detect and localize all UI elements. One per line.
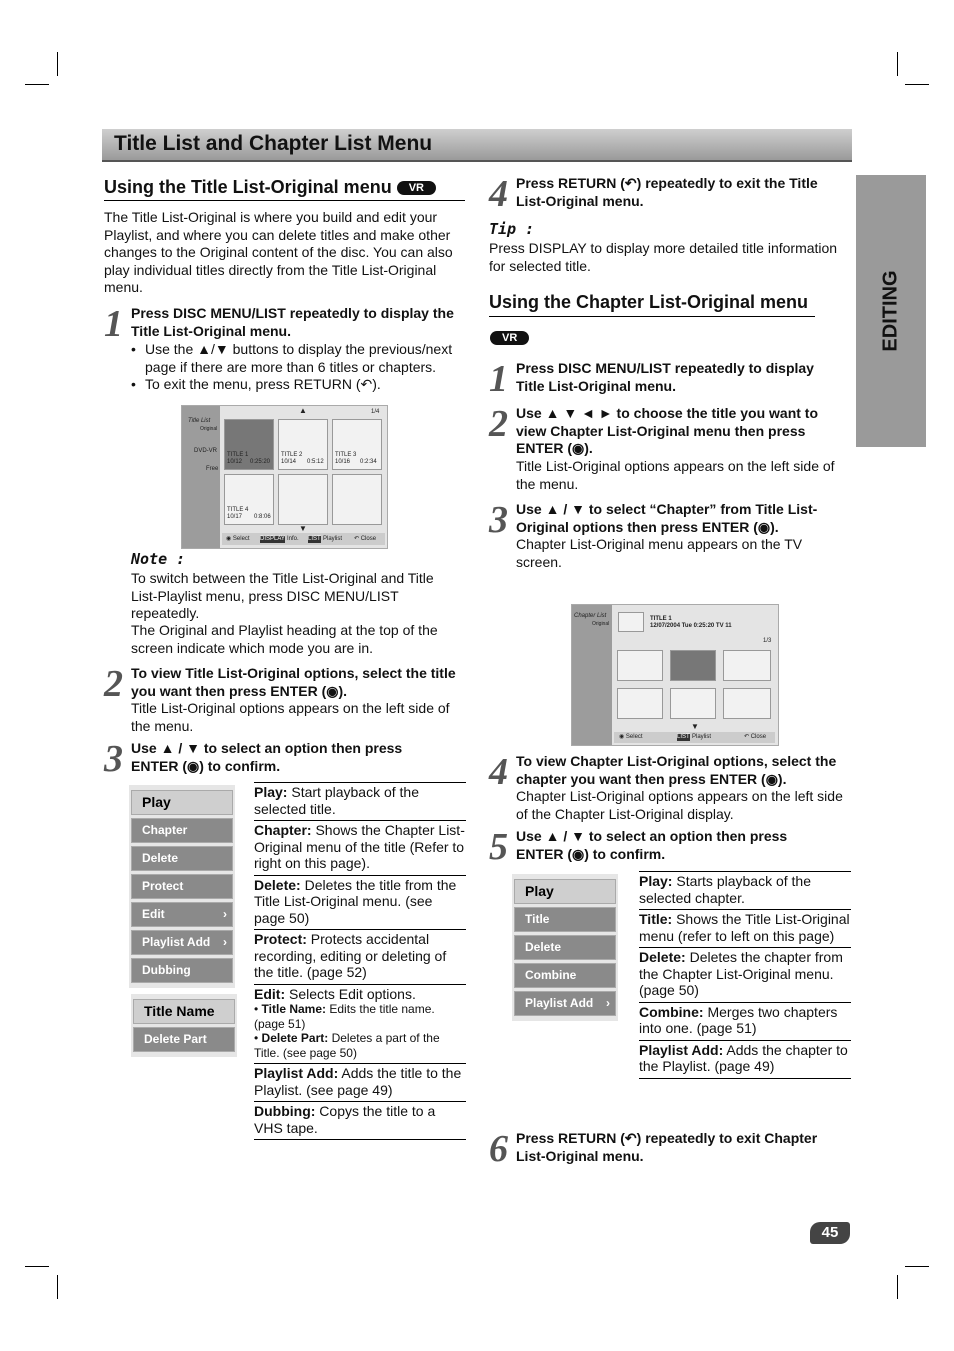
desc-title: Title: Shows the Title List-Original menu (refer to left on this page) — [639, 910, 851, 948]
thumb-length: 0:5:12 — [307, 459, 324, 465]
chapter-step2-text: Use ▲ ▼ ◄ ► to choose the title you want to view Chapter List-Original menu then press ENTER (◉). — [516, 405, 819, 456]
footer-info: Info. — [287, 536, 299, 542]
thumb-title: TITLE 1 — [227, 452, 249, 458]
menu-item-title[interactable]: Title — [514, 907, 616, 932]
up-arrow-icon: ▲ — [299, 406, 307, 415]
chapter-thumbnail — [670, 650, 716, 681]
footer-display-key: DISPLAY — [260, 536, 285, 542]
page-number: 45 — [810, 1222, 850, 1244]
chapter-thumbnail — [617, 650, 663, 681]
step-number: 1 — [489, 358, 508, 400]
menu-item-combine[interactable]: Combine — [514, 963, 616, 988]
chapter-thumbnail — [723, 650, 771, 681]
tip-label: Tip : — [489, 220, 535, 238]
side-tab — [856, 175, 926, 447]
section-title-chapter-list: Using the Chapter List-Original menu — [489, 292, 809, 312]
step4-text: Press RETURN (↶) repeatedly to exit the Title List-Original menu. — [516, 175, 818, 209]
bullet: • — [131, 376, 136, 392]
step1-bullet2: To exit the menu, press RETURN (↶). — [145, 376, 381, 392]
step-number: 3 — [489, 499, 508, 541]
down-arrow-icon: ▼ — [691, 722, 699, 731]
divider — [104, 200, 465, 201]
thumbnail-empty — [278, 474, 328, 525]
desc-title-name: • Title Name: Edits the title name. (page 51) — [254, 1002, 435, 1031]
desc-delete-part: • Delete Part: Deletes a part of the Title. (see page 50) — [254, 1031, 440, 1060]
thumb-length: 0:8:06 — [254, 514, 271, 520]
desc-play: Play: Starts playback of the selected chapter. — [639, 871, 851, 910]
step-number: 2 — [489, 403, 508, 445]
step-number: 1 — [104, 303, 123, 345]
free-label: Free — [206, 466, 219, 472]
footer-close: ↶ Close — [354, 536, 377, 542]
chapter-thumbnail-empty — [723, 688, 771, 719]
footer-select: ◉ Select — [226, 536, 250, 542]
step-number: 6 — [489, 1128, 508, 1170]
menu-item-delete-part[interactable]: Delete Part — [133, 1027, 235, 1052]
menu-item-delete[interactable]: Delete — [131, 846, 233, 871]
step2-text: To view Title List-Original options, select the title you want then press ENTER (◉). — [131, 665, 456, 699]
thumb-date: 10/16 — [335, 459, 351, 465]
step1-text: Press DISC MENU/LIST repeatedly to display the Title List-Original menu. — [131, 305, 454, 339]
thumb-date: 10/17 — [227, 514, 243, 520]
menu-item-play[interactable]: Play — [514, 879, 616, 904]
menu-item-dubbing[interactable]: Dubbing — [131, 958, 233, 983]
chapter-title: TITLE 1 — [650, 616, 672, 622]
thumb-length: 0:25:20 — [250, 459, 271, 465]
title-thumbnail — [618, 612, 644, 632]
desc-delete: Delete: Deletes the title from the Title List-Original menu. (see page 50) — [254, 876, 466, 931]
divider — [489, 316, 815, 317]
desc-combine: Combine: Merges two chapters into one. (page 51) — [639, 1003, 851, 1041]
thumb-length: 0:2:34 — [360, 459, 377, 465]
menu-item-delete[interactable]: Delete — [514, 935, 616, 960]
menu-item-play[interactable]: Play — [131, 790, 233, 815]
thumb-title: TITLE 3 — [335, 452, 357, 458]
page-title: Title List and Chapter List Menu — [114, 132, 433, 155]
chevron-right-icon: › — [606, 996, 610, 1010]
chapter-step3-detail: Chapter List-Original menu appears on the TV screen. — [516, 536, 803, 570]
chapter-step6-text: Press RETURN (↶) repeatedly to exit Chapter List-Original menu. — [516, 1130, 818, 1164]
step2-detail: Title List-Original options appears on the left side of the menu. — [131, 700, 450, 734]
crop-mark — [25, 1266, 49, 1267]
desc-playlist-add: Playlist Add: Adds the chapter to the Playlist. (page 49) — [639, 1041, 851, 1079]
screen-label: Chapter List — [574, 613, 607, 619]
crop-mark — [905, 1266, 929, 1267]
thumbnail-empty — [332, 474, 382, 525]
section-title-title-list — [104, 177, 436, 198]
chapter-list-screenshot — [571, 604, 779, 746]
title-options-descriptions — [254, 782, 466, 1140]
desc-delete: Delete: Deletes the chapter from the Chapter List-Original menu. (page 50) — [639, 948, 851, 1003]
chapter-thumbnail-empty — [670, 688, 716, 719]
crop-mark — [57, 1275, 58, 1299]
page-indicator: 1/3 — [763, 638, 772, 644]
step-number: 2 — [104, 663, 123, 705]
screen-sublabel: Original — [592, 621, 610, 627]
page-indicator: 1/4 — [371, 409, 380, 415]
chevron-right-icon: › — [223, 907, 227, 921]
chapter-thumbnail-empty — [617, 688, 663, 719]
step-number: 3 — [104, 738, 123, 780]
intro-text: The Title List-Original is where you build and edit your Playlist, and where you can delete titles and make other changes to the Original content of the disc. You can also play individual titles directly from the Title List-Original menu. — [104, 209, 453, 295]
footer-playlist: Playlist — [323, 536, 343, 542]
footer-select: ◉ Select — [619, 734, 643, 740]
screen-label: Title List — [188, 418, 211, 424]
footer-close: ↶ Close — [744, 734, 767, 740]
footer-playlist: Playlist — [692, 734, 712, 740]
thumb-title: TITLE 4 — [227, 507, 249, 513]
page-title-bar — [102, 129, 852, 162]
chapter-step5-text: Use ▲ / ▼ to select an option then press ENTER (◉) to confirm. — [516, 828, 788, 862]
step1-bullet1: Use the ▲/▼ buttons to display the previous/next page if there are more than 6 titles or chapters. — [145, 341, 453, 375]
desc-play: Play: Start playback of the selected title. — [254, 782, 466, 821]
vr-badge-container — [490, 329, 529, 347]
thumb-date: 10/12 — [227, 459, 243, 465]
thumb-title: TITLE 2 — [281, 452, 303, 458]
desc-playlist-add: Playlist Add: Adds the title to the Playlist. (see page 49) — [254, 1064, 466, 1102]
tip-text: Press DISPLAY to display more detailed title information for selected title. — [489, 240, 838, 274]
chapter-options-descriptions — [639, 871, 851, 1079]
chapter-step3-text: Use ▲ / ▼ to select “Chapter” from Title List-Original options then press ENTER (◉). — [516, 501, 818, 535]
desc-chapter: Chapter: Shows the Chapter List-Original menu of the title (Refer to right on this page). — [254, 821, 466, 876]
step3-text: Use ▲ / ▼ to select an option then press ENTER (◉) to confirm. — [131, 740, 403, 774]
step-number: 4 — [489, 173, 508, 215]
footer-list-key: LIST — [308, 536, 321, 542]
chapter-step4-text: To view Chapter List-Original options, select the chapter you want then press ENTER (◉). — [516, 753, 837, 787]
bullet: • — [131, 341, 136, 357]
crop-mark — [25, 84, 49, 85]
menu-item-playlist-add[interactable]: Playlist Add › — [514, 991, 616, 1016]
vr-badge: VR — [490, 331, 529, 345]
chevron-right-icon: › — [223, 935, 227, 949]
edit-submenu — [131, 994, 237, 1057]
chapter-step1-text: Press DISC MENU/LIST repeatedly to display Title List-Original menu. — [516, 360, 814, 394]
desc-protect: Protect: Protects accidental recording, editing or deleting of the title. (page 52) — [254, 930, 466, 985]
menu-item-playlist-add[interactable]: Playlist Add › — [131, 930, 233, 955]
note-text-2: The Original and Playlist heading at the top of the screen indicate which mode you are in. — [131, 622, 438, 656]
section-title-text: Using the Title List-Original menu — [104, 177, 392, 197]
footer-list-key: LIST — [677, 734, 690, 740]
chapter-step2-detail: Title List-Original options appears on the left side of the menu. — [516, 458, 835, 492]
crop-mark — [897, 1275, 898, 1299]
down-arrow-icon: ▼ — [299, 524, 307, 533]
crop-mark — [897, 52, 898, 76]
screen-sublabel: Original — [200, 426, 218, 432]
note-label: Note : — [131, 550, 186, 568]
disc-type: DVD-VR — [194, 448, 218, 454]
vr-badge: VR — [397, 181, 436, 195]
chapter-info: 12/07/2004 Tue 0:25:20 TV 11 — [650, 623, 732, 629]
step-number: 5 — [489, 826, 508, 868]
desc-edit: Edit: Selects Edit options. • Title Name: Edits the title name. (page 51) • Delete Part: Deletes a part of the Title. (see page 50) — [254, 985, 466, 1065]
title-options-menu — [129, 785, 235, 988]
desc-dubbing: Dubbing: Copys the title to a VHS tape. — [254, 1102, 466, 1140]
menu-item-protect[interactable]: Protect — [131, 874, 233, 899]
thumb-date: 10/14 — [281, 459, 297, 465]
menu-item-chapter[interactable]: Chapter — [131, 818, 233, 843]
step-number: 4 — [489, 751, 508, 793]
chapter-step4-detail: Chapter List-Original options appears on the left side of the Chapter List-Original display. — [516, 788, 843, 822]
side-tab-label: EDITING — [879, 270, 902, 352]
menu-item-edit[interactable]: Edit › — [131, 902, 233, 927]
crop-mark — [905, 84, 929, 85]
menu-item-title-name[interactable]: Title Name — [133, 999, 235, 1024]
note-text-1: To switch between the Title List-Original and Title List-Playlist menu, press DISC MENU/LIST repeatedly. — [131, 570, 434, 621]
chapter-options-menu — [512, 874, 618, 1021]
crop-mark — [57, 52, 58, 76]
title-list-screenshot — [181, 405, 388, 549]
